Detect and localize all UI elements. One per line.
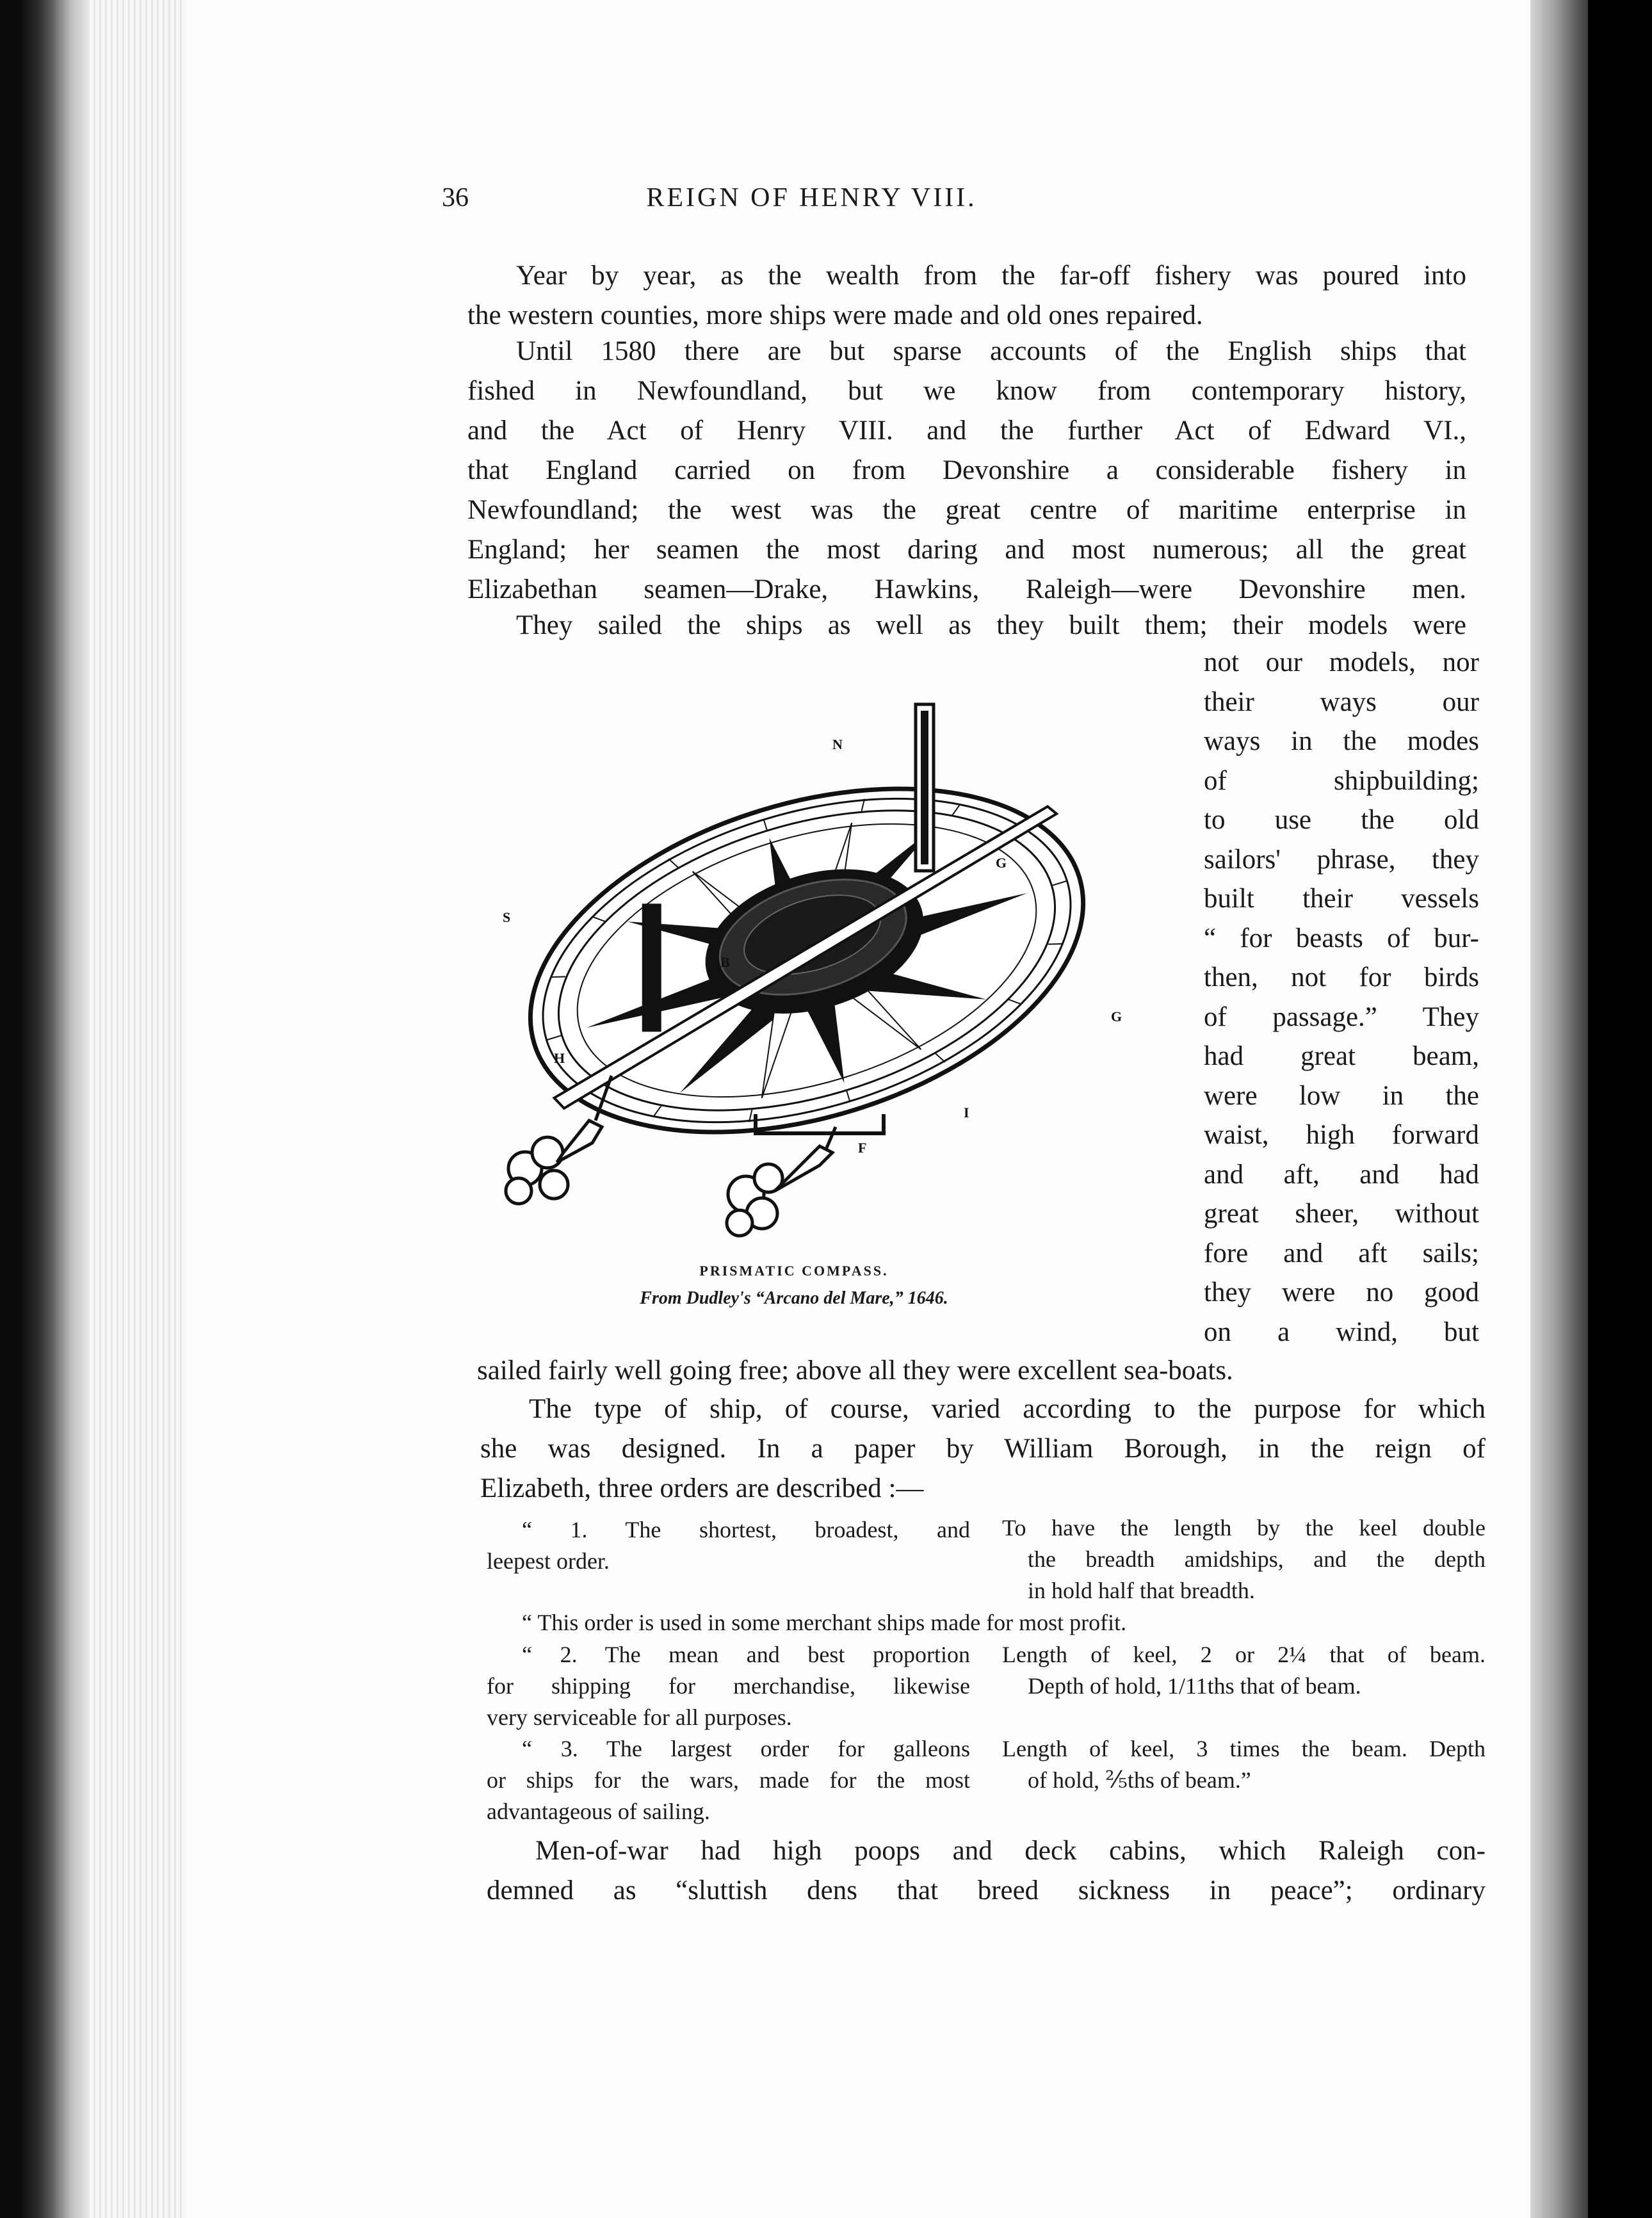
paragraph-5 xyxy=(487,1831,1486,1911)
text-line: Elizabeth, three orders are described :— xyxy=(480,1473,924,1503)
figure-letter-n: N xyxy=(832,736,843,752)
text-line: she was designed. In a paper by William Borough, in the reign of xyxy=(480,1434,1486,1464)
order-2-left-line-1: “ 2. The mean and best proportion xyxy=(522,1642,970,1667)
text-line: sailors' phrase, they xyxy=(1204,844,1479,875)
text-line: “ for beasts of bur- xyxy=(1204,923,1479,953)
figure-letter-b: B xyxy=(720,954,730,970)
order-1-left-line-2: leepest order. xyxy=(487,1548,610,1574)
text-line: not our models, nor xyxy=(1204,647,1479,677)
order-2-left-line-2: for shipping for merchandise, likewise xyxy=(487,1673,970,1699)
order-1-right-line-1: To have the length by the keel double xyxy=(1002,1515,1486,1541)
text-line: ways in the modes xyxy=(1204,726,1479,756)
text-line: built their vessels xyxy=(1204,884,1479,914)
text-line: demned as “sluttish dens that breed sickness in peace”; ordinary xyxy=(487,1875,1486,1906)
text-line: to use the old xyxy=(1204,805,1479,835)
figure-letter-g2: G xyxy=(1111,1008,1122,1024)
figure-caption-title: PRISMATIC COMPASS. xyxy=(699,1263,889,1279)
text-line: the western counties, more ships were made and old ones repaired. xyxy=(467,300,1203,330)
text-line: had great beam, xyxy=(1204,1041,1479,1071)
text-line: of shipbuilding; xyxy=(1204,765,1479,796)
order-2-right-line-2: Depth of hold, 1/11ths that of beam. xyxy=(1028,1673,1361,1699)
figure-letter-i: I xyxy=(964,1105,969,1121)
order-1-left-line-1: “ 1. The shortest, broadest, and xyxy=(522,1517,970,1542)
order-1-right-line-3: in hold half that breadth. xyxy=(1028,1578,1255,1603)
figure-letter-h: H xyxy=(554,1050,565,1066)
text-line: and the Act of Henry VIII. and the further Act of Edward VI., xyxy=(467,416,1466,446)
text-line: Elizabethan seamen—Drake, Hawkins, Raleigh—were Devonshire men. xyxy=(467,574,1466,604)
text-line: They sailed the ships as well as they built them; their models were xyxy=(516,610,1466,640)
figure-letter-s: S xyxy=(503,909,511,925)
text-line: and aft, and had xyxy=(1204,1159,1479,1190)
order-2-right-line-1: Length of keel, 2 or 2¼ that of beam. xyxy=(1002,1642,1486,1667)
order-3-left-line-2: or ships for the wars, made for the most xyxy=(487,1767,970,1793)
figure-letter-g: G xyxy=(996,855,1007,871)
order-3-right-line-1: Length of keel, 3 times the beam. Depth xyxy=(1002,1736,1486,1761)
order-1-right-line-2: the breadth amidships, and the depth xyxy=(1028,1546,1486,1572)
text-line: on a wind, but xyxy=(1204,1316,1479,1347)
order-3-right-line-2: of hold, ⅖ths of beam.” xyxy=(1028,1767,1251,1793)
text-line: Until 1580 there are but sparse accounts of the English ships that xyxy=(516,336,1466,366)
text-line: waist, high forward xyxy=(1204,1120,1479,1150)
text-line: of passage.” They xyxy=(1204,1001,1479,1032)
text-line: England; her seamen the most daring and most numerous; all the great xyxy=(467,535,1466,565)
order-3-left-line-1: “ 3. The largest order for galleons xyxy=(522,1736,970,1761)
order-2-left-line-3: very serviceable for all purposes. xyxy=(487,1704,792,1730)
text-line: then, not for birds xyxy=(1204,962,1479,992)
page-number: 36 xyxy=(442,183,469,213)
text-line: fished in Newfoundland, but we know from contemporary history, xyxy=(467,376,1466,406)
text-line: were low in the xyxy=(1204,1080,1479,1111)
order-note-line: “ This order is used in some merchant ships made for most profit. xyxy=(522,1610,1127,1635)
running-head: REIGN OF HENRY VIII. xyxy=(646,183,977,213)
text-line: The type of ship, of course, varied according to the purpose for which xyxy=(529,1394,1486,1424)
text-line: that England carried on from Devonshire a considerable fishery in xyxy=(467,455,1466,485)
text-line: they were no good xyxy=(1204,1277,1479,1307)
figure-caption-source: From Dudley's “Arcano del Mare,” 1646. xyxy=(640,1288,948,1308)
text-line: sailed fairly well going free; above all they were excellent sea-boats. xyxy=(477,1356,1233,1386)
text-line: their ways our xyxy=(1204,686,1479,717)
figure-letter-f: F xyxy=(858,1140,867,1156)
text-line: Men-of-war had high poops and deck cabins, which Raleigh con- xyxy=(535,1836,1486,1866)
text-line: great sheer, without xyxy=(1204,1199,1479,1229)
text-line: Newfoundland; the west was the great centre of maritime enterprise in xyxy=(467,495,1466,525)
text-line: Year by year, as the wealth from the far-off fishery was poured into xyxy=(516,261,1466,291)
text-line: fore and aft sails; xyxy=(1204,1238,1479,1268)
order-3-left-line-3: advantageous of sailing. xyxy=(487,1799,710,1824)
